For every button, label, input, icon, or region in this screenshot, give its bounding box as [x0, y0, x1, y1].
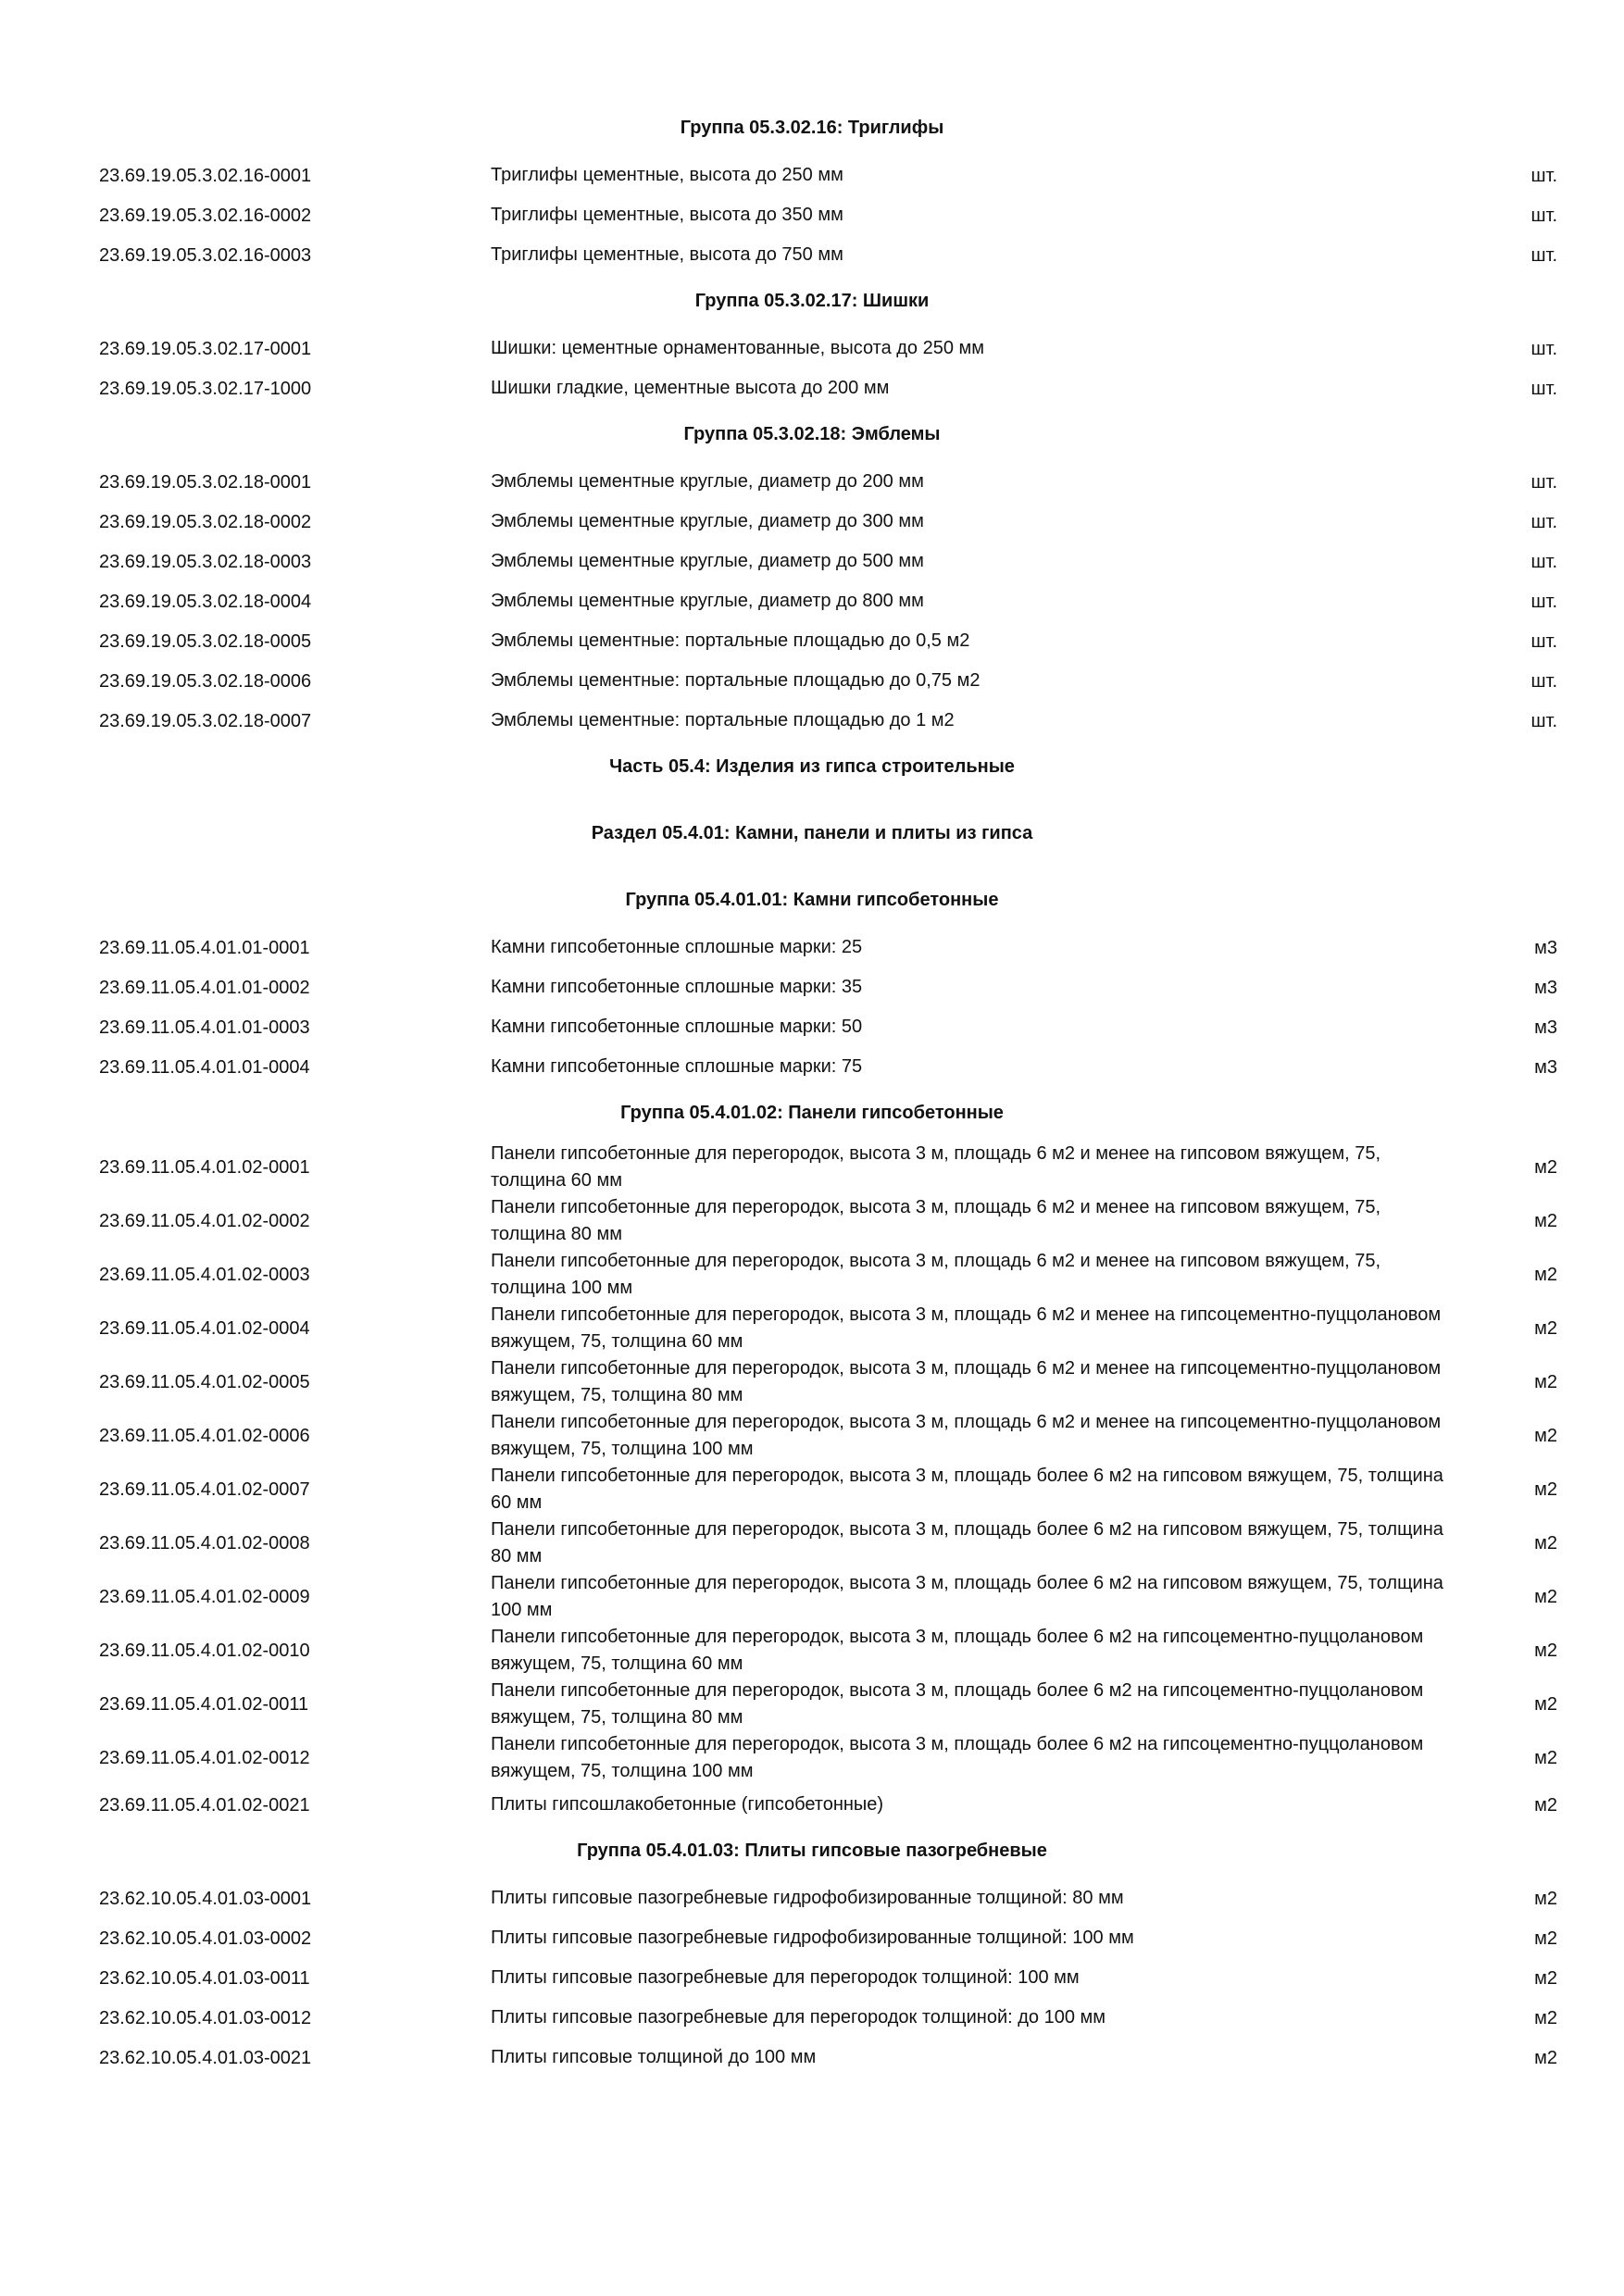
- item-code: 23.69.19.05.3.02.18-0007: [99, 710, 312, 731]
- item-unit: м2: [1534, 1967, 1557, 1989]
- item-code: 23.69.11.05.4.01.02-0005: [99, 1372, 310, 1392]
- table-row: [0, 2038, 1624, 2078]
- table-row: [0, 502, 1624, 542]
- item-code: 23.69.11.05.4.01.01-0002: [99, 977, 310, 998]
- item-code: 23.69.19.05.3.02.16-0001: [99, 165, 312, 186]
- item-unit: м2: [1534, 1479, 1557, 1500]
- table-row: [0, 1678, 1624, 1731]
- table-row: [0, 1785, 1624, 1825]
- item-name: Эмблемы цементные: портальные площадью до 0,5 м2: [491, 630, 970, 651]
- table-row: [0, 661, 1624, 701]
- item-code: 23.62.10.05.4.01.03-0021: [99, 2047, 312, 2068]
- item-code: 23.69.11.05.4.01.02-0003: [99, 1265, 310, 1285]
- item-code: 23.69.11.05.4.01.02-0007: [99, 1479, 310, 1500]
- item-code: 23.69.11.05.4.01.02-0011: [99, 1694, 309, 1715]
- item-name: Эмблемы цементные: портальные площадью до 0,75 м2: [491, 670, 981, 691]
- table-row: [0, 1918, 1624, 1958]
- item-code: 23.69.11.05.4.01.02-0009: [99, 1587, 310, 1607]
- table-row: [0, 1731, 1624, 1785]
- item-name: Эмблемы цементные: портальные площадью до 1 м2: [491, 710, 955, 730]
- table-row: [0, 235, 1624, 275]
- item-unit: м2: [1534, 1928, 1557, 1949]
- item-unit: м3: [1534, 1056, 1557, 1078]
- item-name: Триглифы цементные, высота до 350 мм: [491, 205, 843, 225]
- item-unit: м2: [1534, 1533, 1557, 1554]
- item-name: Эмблемы цементные круглые, диаметр до 200 мм: [491, 471, 924, 492]
- item-code: 23.69.11.05.4.01.02-0001: [99, 1157, 310, 1178]
- group-block: [0, 887, 1624, 1087]
- item-name: Плиты гипсовые пазогребневые для перегородок толщиной: до 100 мм: [491, 2007, 1106, 2028]
- table-row: [0, 1570, 1624, 1624]
- table-row: [0, 1047, 1624, 1087]
- table-row: [0, 1302, 1624, 1355]
- item-unit: шт.: [1530, 511, 1557, 532]
- item-code: 23.62.10.05.4.01.03-0011: [99, 1967, 310, 1989]
- item-code: 23.69.19.05.3.02.18-0006: [99, 670, 312, 692]
- part-heading: Часть 05.4: Изделия из гипса строительные: [609, 756, 1015, 777]
- item-unit: м2: [1534, 1211, 1557, 1231]
- item-code: 23.69.19.05.3.02.17-1000: [99, 378, 312, 399]
- item-name: Камни гипсобетонные сплошные марки: 50: [491, 1017, 863, 1037]
- item-code: 23.69.19.05.3.02.17-0001: [99, 338, 312, 359]
- item-name: Панели гипсобетонные для перегородок, высота 3 м, площадь более 6 м2 на гипсовом вяжущем, 75, толщина 60 мм: [491, 1466, 1443, 1513]
- table-row: [0, 1355, 1624, 1409]
- item-code: 23.69.19.05.3.02.16-0002: [99, 205, 312, 226]
- item-code: 23.69.19.05.3.02.18-0005: [99, 630, 312, 652]
- item-name: Плиты гипсовые пазогребневые гидрофобизированные толщиной: 100 мм: [491, 1928, 1134, 1948]
- item-name: Панели гипсобетонные для перегородок, высота 3 м, площадь более 6 м2 на гипсоцементно-пуццолановом вяжущем, 75, толщина 80 мм: [491, 1680, 1424, 1728]
- group-heading: Группа 05.4.01.02: Панели гипсобетонные: [620, 1103, 1004, 1123]
- item-unit: м2: [1534, 1157, 1557, 1178]
- item-unit: шт.: [1530, 165, 1557, 186]
- item-unit: шт.: [1530, 244, 1557, 266]
- item-name: Камни гипсобетонные сплошные марки: 35: [491, 977, 863, 997]
- item-unit: м2: [1534, 2007, 1557, 2028]
- item-code: 23.62.10.05.4.01.03-0002: [99, 1928, 312, 1949]
- group-heading: Группа 05.3.02.18: Эмблемы: [683, 424, 941, 444]
- item-name: Панели гипсобетонные для перегородок, высота 3 м, площадь 6 м2 и менее на гипсовом вяжущем, 75, толщина 80 мм: [491, 1197, 1381, 1244]
- table-row: [0, 1958, 1624, 1998]
- table-row: [0, 1409, 1624, 1463]
- item-unit: м2: [1534, 1641, 1557, 1661]
- item-name: Плиты гипсошлакобетонные (гипсобетонные): [491, 1794, 884, 1815]
- item-name: Триглифы цементные, высота до 750 мм: [491, 244, 843, 265]
- item-name: Панели гипсобетонные для перегородок, высота 3 м, площадь 6 м2 и менее на гипсоцементно-пуццолановом вяжущем, 75, толщина 100 мм: [491, 1412, 1442, 1459]
- item-code: 23.69.11.05.4.01.01-0001: [99, 937, 310, 958]
- item-name: Камни гипсобетонные сплошные марки: 25: [491, 937, 863, 957]
- group-block: [0, 288, 1624, 408]
- item-unit: шт.: [1530, 630, 1557, 652]
- item-name: Эмблемы цементные круглые, диаметр до 500 мм: [491, 551, 924, 571]
- item-unit: шт.: [1530, 471, 1557, 493]
- item-unit: м2: [1534, 1587, 1557, 1607]
- item-code: 23.69.19.05.3.02.18-0001: [99, 471, 312, 493]
- item-name: Плиты гипсовые пазогребневые для перегородок толщиной: 100 мм: [491, 1967, 1080, 1988]
- item-unit: шт.: [1530, 710, 1557, 731]
- item-code: 23.69.11.05.4.01.02-0006: [99, 1426, 310, 1446]
- item-name: Шишки: цементные орнаментованные, высота до 250 мм: [491, 338, 985, 358]
- item-name: Панели гипсобетонные для перегородок, высота 3 м, площадь более 6 м2 на гипсовом вяжущем, 75, толщина 80 мм: [491, 1519, 1443, 1566]
- item-code: 23.69.11.05.4.01.02-0021: [99, 1794, 310, 1816]
- item-unit: м3: [1534, 1017, 1557, 1038]
- item-unit: м2: [1534, 1372, 1557, 1392]
- group-heading: Группа 05.3.02.17: Шишки: [694, 291, 930, 311]
- item-code: 23.69.19.05.3.02.18-0004: [99, 591, 312, 612]
- item-name: Плиты гипсовые пазогребневые гидрофобизированные толщиной: 80 мм: [491, 1888, 1124, 1908]
- group-block: [0, 1838, 1624, 2078]
- group-block: [0, 1100, 1624, 1825]
- table-row: [0, 701, 1624, 741]
- table-row: [0, 928, 1624, 967]
- table-row: [0, 1878, 1624, 1918]
- item-unit: м2: [1534, 1888, 1557, 1909]
- item-unit: шт.: [1530, 338, 1557, 359]
- group-block: [0, 421, 1624, 741]
- table-row: [0, 462, 1624, 502]
- item-name: Панели гипсобетонные для перегородок, высота 3 м, площадь 6 м2 и менее на гипсовом вяжущем, 75, толщина 60 мм: [491, 1143, 1381, 1191]
- item-name: Панели гипсобетонные для перегородок, высота 3 м, площадь более 6 м2 на гипсоцементно-пуццолановом вяжущем, 75, толщина 60 мм: [491, 1627, 1424, 1674]
- part-block: [0, 754, 1624, 780]
- item-code: 23.69.11.05.4.01.02-0008: [99, 1533, 310, 1554]
- item-unit: шт.: [1530, 670, 1557, 692]
- table-row: [0, 581, 1624, 621]
- item-name: Панели гипсобетонные для перегородок, высота 3 м, площадь 6 м2 и менее на гипсовом вяжущем, 75, толщина 100 мм: [491, 1251, 1381, 1298]
- item-code: 23.69.19.05.3.02.18-0002: [99, 511, 312, 532]
- table-row: [0, 1194, 1624, 1248]
- item-code: 23.69.11.05.4.01.02-0010: [99, 1641, 310, 1661]
- item-code: 23.69.19.05.3.02.18-0003: [99, 551, 312, 572]
- table-row: [0, 1998, 1624, 2038]
- section-block: [0, 820, 1624, 846]
- item-code: 23.69.11.05.4.01.01-0004: [99, 1056, 310, 1078]
- item-unit: м3: [1534, 937, 1557, 958]
- item-unit: шт.: [1530, 205, 1557, 226]
- item-name: Плиты гипсовые толщиной до 100 мм: [491, 2047, 817, 2067]
- item-name: Триглифы цементные, высота до 250 мм: [491, 165, 843, 185]
- item-unit: м2: [1534, 1426, 1557, 1446]
- item-name: Панели гипсобетонные для перегородок, высота 3 м, площадь 6 м2 и менее на гипсоцементно-пуццолановом вяжущем, 75, толщина 80 мм: [491, 1358, 1442, 1405]
- table-row: [0, 156, 1624, 195]
- item-unit: м2: [1534, 1794, 1557, 1816]
- table-row: [0, 368, 1624, 408]
- table-row: [0, 1007, 1624, 1047]
- item-code: 23.69.11.05.4.01.02-0012: [99, 1748, 310, 1768]
- item-name: Шишки гладкие, цементные высота до 200 мм: [491, 378, 890, 398]
- item-name: Эмблемы цементные круглые, диаметр до 800 мм: [491, 591, 924, 611]
- table-row: [0, 329, 1624, 368]
- item-unit: м2: [1534, 1748, 1557, 1768]
- item-code: 23.69.11.05.4.01.01-0003: [99, 1017, 310, 1038]
- item-unit: м2: [1534, 2047, 1557, 2068]
- item-code: 23.69.11.05.4.01.02-0004: [99, 1318, 310, 1339]
- group-heading: Группа 05.4.01.01: Камни гипсобетонные: [625, 890, 999, 910]
- table-row: [0, 542, 1624, 581]
- item-code: 23.69.19.05.3.02.16-0003: [99, 244, 312, 266]
- item-unit: м2: [1534, 1265, 1557, 1285]
- group-heading: Группа 05.4.01.03: Плиты гипсовые пазогребневые: [577, 1841, 1047, 1861]
- item-unit: шт.: [1530, 551, 1557, 572]
- table-row: [0, 1516, 1624, 1570]
- group-block: [0, 115, 1624, 275]
- item-unit: шт.: [1530, 591, 1557, 612]
- item-code: 23.62.10.05.4.01.03-0012: [99, 2007, 312, 2028]
- table-row: [0, 1141, 1624, 1194]
- table-row: [0, 195, 1624, 235]
- table-row: [0, 1624, 1624, 1678]
- section-heading: Раздел 05.4.01: Камни, панели и плиты из гипса: [591, 823, 1033, 843]
- item-code: 23.62.10.05.4.01.03-0001: [99, 1888, 312, 1909]
- table-row: [0, 1463, 1624, 1516]
- table-row: [0, 1248, 1624, 1302]
- item-name: Эмблемы цементные круглые, диаметр до 300 мм: [491, 511, 924, 531]
- item-unit: м2: [1534, 1694, 1557, 1715]
- item-code: 23.69.11.05.4.01.02-0002: [99, 1211, 310, 1231]
- item-unit: м2: [1534, 1318, 1557, 1339]
- item-name: Панели гипсобетонные для перегородок, высота 3 м, площадь более 6 м2 на гипсоцементно-пуццолановом вяжущем, 75, толщина 100 мм: [491, 1734, 1424, 1781]
- item-name: Камни гипсобетонные сплошные марки: 75: [491, 1056, 863, 1077]
- group-heading: Группа 05.3.02.16: Триглифы: [680, 118, 944, 138]
- table-row: [0, 967, 1624, 1007]
- item-name: Панели гипсобетонные для перегородок, высота 3 м, площадь более 6 м2 на гипсовом вяжущем, 75, толщина 100 мм: [491, 1573, 1443, 1620]
- item-unit: м3: [1534, 977, 1557, 998]
- item-unit: шт.: [1530, 378, 1557, 399]
- table-row: [0, 621, 1624, 661]
- item-name: Панели гипсобетонные для перегородок, высота 3 м, площадь 6 м2 и менее на гипсоцементно-пуццолановом вяжущем, 75, толщина 60 мм: [491, 1304, 1442, 1352]
